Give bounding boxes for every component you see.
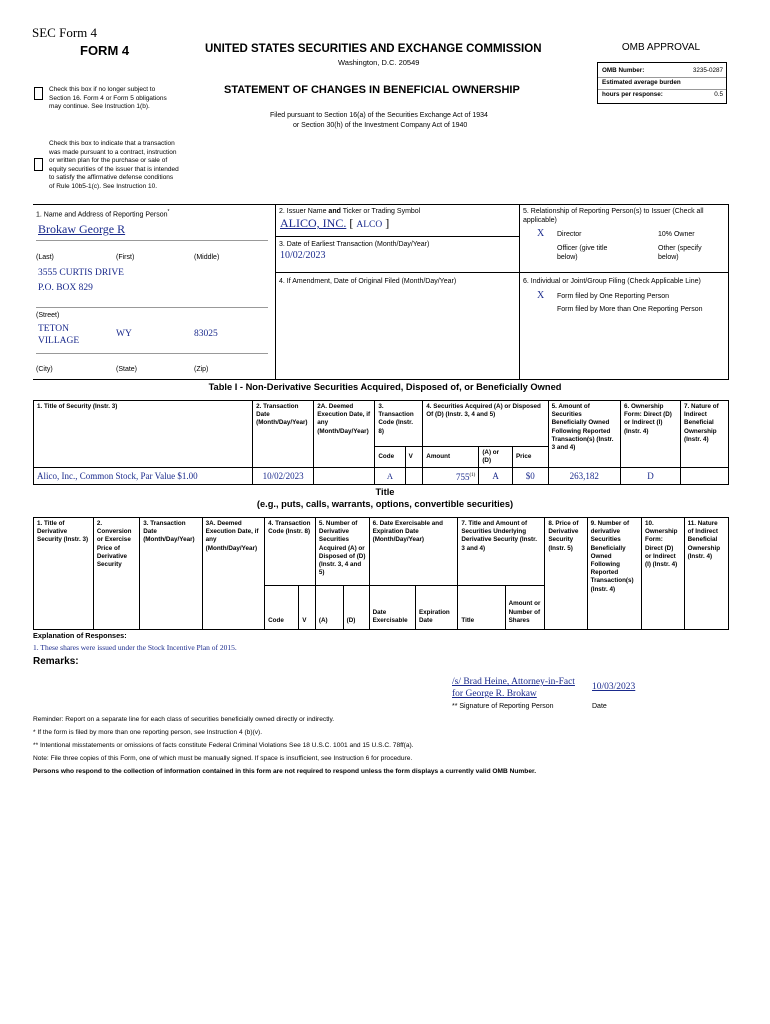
box6-label: 6. Individual or Joint/Group Filing (Check Applicable Line) <box>523 278 701 285</box>
t1-h7: 7. Nature of Indirect Beneficial Ownership (Instr. 4) <box>681 401 729 468</box>
t1-v: V <box>405 447 423 468</box>
t1-row-amount: 755$^{(1)}$ <box>423 468 479 485</box>
box4-label: 4. If Amendment, Date of Original Filed (Month/Day/Year) <box>279 278 457 285</box>
t1-h5: 5. Amount of Securities Beneficially Owned Following Reported Transaction(s) (Instr. 3 and 4) <box>548 401 620 468</box>
omb-burden-label: Estimated average burden <box>602 79 681 86</box>
t1-row-owned: 263,182 <box>548 468 620 485</box>
officer-label: Officer (give title below) <box>557 245 608 261</box>
t2-title: Title <box>458 586 505 630</box>
t1-h4: 4. Securities Acquired (A) or Disposed Of (D) (Instr. 3, 4 and 5) <box>423 401 548 447</box>
street-line-1: 3555 CURTIS DRIVE <box>38 268 124 278</box>
sec-form-label: SEC Form 4 <box>32 25 98 40</box>
owner10-label: 10% Owner <box>658 231 695 238</box>
explanation-1: 1. These shares were issued under the Stock Incentive Plan of 2015. <box>33 643 237 652</box>
t1-row-price: $0 <box>512 468 548 485</box>
explanation-label: Explanation of Responses: <box>33 631 127 640</box>
t2-h8: 8. Price of Derivative Security (Instr. 5) <box>545 518 587 630</box>
omb-number-value: 3235-0287 <box>692 67 723 74</box>
reminder-text: Reminder: Report on a separate line for each class of securities beneficially owned directly or indirectly. <box>33 716 335 723</box>
t2-h9: 9. Number of derivative Securities Beneficially Owned Following Reported Transaction(s) (Instr. 4) <box>587 518 641 630</box>
t2-h1: 1. Title of Derivative Security (Instr. 3) <box>34 518 94 630</box>
commission-title: UNITED STATES SECURITIES AND EXCHANGE COMMISSION <box>205 43 542 55</box>
more-person-label: Form filed by More than One Reporting Person <box>557 306 703 313</box>
issuer-name[interactable]: ALICO, INC. [ ALCO ] <box>280 216 390 230</box>
table2-title: Title <box>375 487 395 497</box>
street-label: (Street) <box>36 312 60 319</box>
t2-h4: 4. Transaction Code (Instr. 8) <box>265 518 316 586</box>
no-longer-subject-checkbox[interactable] <box>34 87 43 100</box>
t2-d: (D) <box>343 586 369 630</box>
rule-10b5-text: Check this box to indicate that a transaction was made pursuant to a contract, instruction or written plan for the purchase or sale of equity securities of the issuer that is intended to satisfy the affirmative defense conditions of Rule 10b5-1(c). See Instruction 10. <box>49 140 179 190</box>
omb-number-label: OMB Number: <box>602 67 645 74</box>
t1-h6: 6. Ownership Form: Direct (D) or Indirect (I) (Instr. 4) <box>620 401 680 468</box>
director-label: Director <box>557 231 582 238</box>
t1-h3: 3. Transaction Code (Instr. 8) <box>375 401 423 447</box>
one-person-label: Form filed by One Reporting Person <box>557 293 670 300</box>
note-2: ** Intentional misstatements or omissions of facts constitute Federal Criminal Violations See 18 U.S.C. 1001 and 15 U.S.C. 78ff(a). <box>33 742 414 749</box>
city-label: (City) <box>36 366 53 373</box>
city-value: TETON VILLAGE <box>38 324 80 346</box>
t1-price: Price <box>512 447 548 468</box>
t2-h3a: 3A. Deemed Execution Date, if any (Month/Day/Year) <box>202 518 264 630</box>
signature-value: /s/ Brad Heine, Attorney-in-Fact for George R. Brokaw <box>452 677 575 699</box>
note-4: Persons who respond to the collection of information contained in this form are not required to respond unless the form displays a currently valid OMB Number. <box>33 768 537 775</box>
t1-row-title: Alico, Inc., Common Stock, Par Value $1.00 <box>34 468 253 485</box>
first-label: (First) <box>116 254 135 261</box>
earliest-transaction-date: 10/02/2023 <box>280 250 326 261</box>
t2-exp: Expiration Date <box>415 586 457 630</box>
zip-label: (Zip) <box>194 366 209 373</box>
t2-h6: 6. Date Exercisable and Expiration Date (Month/Day/Year) <box>369 518 458 586</box>
no-longer-subject-text: Check this box if no longer subject to Section 16. Form 4 or Form 5 obligations may continue. See Instruction 1(b). <box>49 86 167 110</box>
table1 <box>33 400 729 485</box>
last-label: (Last) <box>36 254 54 261</box>
zip-value: 83025 <box>194 329 218 339</box>
signature-date: 10/03/2023 <box>592 682 636 692</box>
director-check[interactable]: X <box>537 228 545 239</box>
t2-h2: 2. Conversion or Exercise Price of Derivative Security <box>93 518 139 630</box>
note-3: Note: File three copies of this Form, one of which must be manually signed. If space is insufficient, see Instruction 6 for procedure. <box>33 755 413 762</box>
t1-code: Code <box>375 447 405 468</box>
t1-h1: 1. Title of Security (Instr. 3) <box>34 401 253 468</box>
statement-title: STATEMENT OF CHANGES IN BENEFICIAL OWNERSHIP <box>224 84 520 96</box>
table2 <box>33 517 729 630</box>
table2-subtitle: (e.g., puts, calls, warrants, options, convertible securities) <box>256 499 514 509</box>
t2-date-ex: Date Exercisable <box>369 586 415 630</box>
reporting-person-name[interactable]: Brokaw George R <box>38 222 126 236</box>
middle-label: (Middle) <box>194 254 220 261</box>
commission-city: Washington, D.C. 20549 <box>338 58 420 67</box>
t2-h3: 3. Transaction Date (Month/Day/Year) <box>140 518 202 630</box>
rule-10b5-checkbox[interactable] <box>34 158 43 171</box>
t1-aord: (A) or (D) <box>479 447 513 468</box>
filed-pursuant-1: Filed pursuant to Section 16(a) of the Securities Exchange Act of 1934 <box>270 112 488 119</box>
state-value: WY <box>116 329 132 339</box>
date-label: Date <box>592 703 607 710</box>
t2-h7: 7. Title and Amount of Securities Underlying Derivative Security (Instr. 3 and 4) <box>458 518 545 586</box>
t1-row-form: D <box>620 468 680 485</box>
t1-amount: Amount <box>423 447 479 468</box>
t1-row-code: A <box>375 468 405 485</box>
note-1: * If the form is filed by more than one reporting person, see Instruction 4 (b)(v). <box>33 729 263 736</box>
t2-h11: 11. Nature of Indirect Beneficial Ownership (Instr. 4) <box>684 518 728 630</box>
t2-h10: 10. Ownership Form: Direct (D) or Indirect (I) (Instr. 4) <box>641 518 684 630</box>
box5-label: 5. Relationship of Reporting Person(s) to Issuer (Check all applicable) <box>523 208 704 224</box>
state-label: (State) <box>116 366 138 373</box>
t1-row-date: 10/02/2023 <box>253 468 314 485</box>
street-line-2: P.O. BOX 829 <box>38 283 93 293</box>
omb-approval-title: OMB APPROVAL <box>621 42 701 53</box>
signature-label: ** Signature of Reporting Person <box>452 703 554 710</box>
omb-hours-value: 0.5 <box>714 91 723 98</box>
t2-amt: Amount or Number of Shares <box>505 586 545 630</box>
filed-pursuant-2: or Section 30(h) of the Investment Company Act of 1940 <box>293 122 468 129</box>
t1-h2: 2. Transaction Date (Month/Day/Year) <box>253 401 314 468</box>
table1-title: Table I - Non-Derivative Securities Acquired, Disposed of, or Beneficially Owned <box>208 382 562 392</box>
t2-a: (A) <box>315 586 343 630</box>
form-title: FORM 4 <box>80 43 130 58</box>
omb-hours-label: hours per response: <box>602 91 663 98</box>
t2-v: V <box>299 586 316 630</box>
omb-box <box>597 62 727 104</box>
table-row <box>34 468 729 485</box>
box3-label: 3. Date of Earliest Transaction (Month/Day/Year) <box>279 241 430 248</box>
remarks-label: Remarks: <box>33 656 79 667</box>
box1-label: 1. Name and Address of Reporting Person* <box>36 209 170 219</box>
t2-h5: 5. Number of Derivative Securities Acquired (A) or Disposed of (D) (Instr. 3, 4 and 5) <box>315 518 369 586</box>
t2-code: Code <box>265 586 299 630</box>
t1-h2a: 2A. Deemed Execution Date, if any (Month/Day/Year) <box>314 401 375 468</box>
t1-row-aord: A <box>479 468 513 485</box>
other-label: Other (specify below) <box>658 245 702 261</box>
one-person-check[interactable]: X <box>537 290 545 301</box>
box2-label: 2. Issuer Name and Ticker or Trading Symbol <box>279 208 421 215</box>
